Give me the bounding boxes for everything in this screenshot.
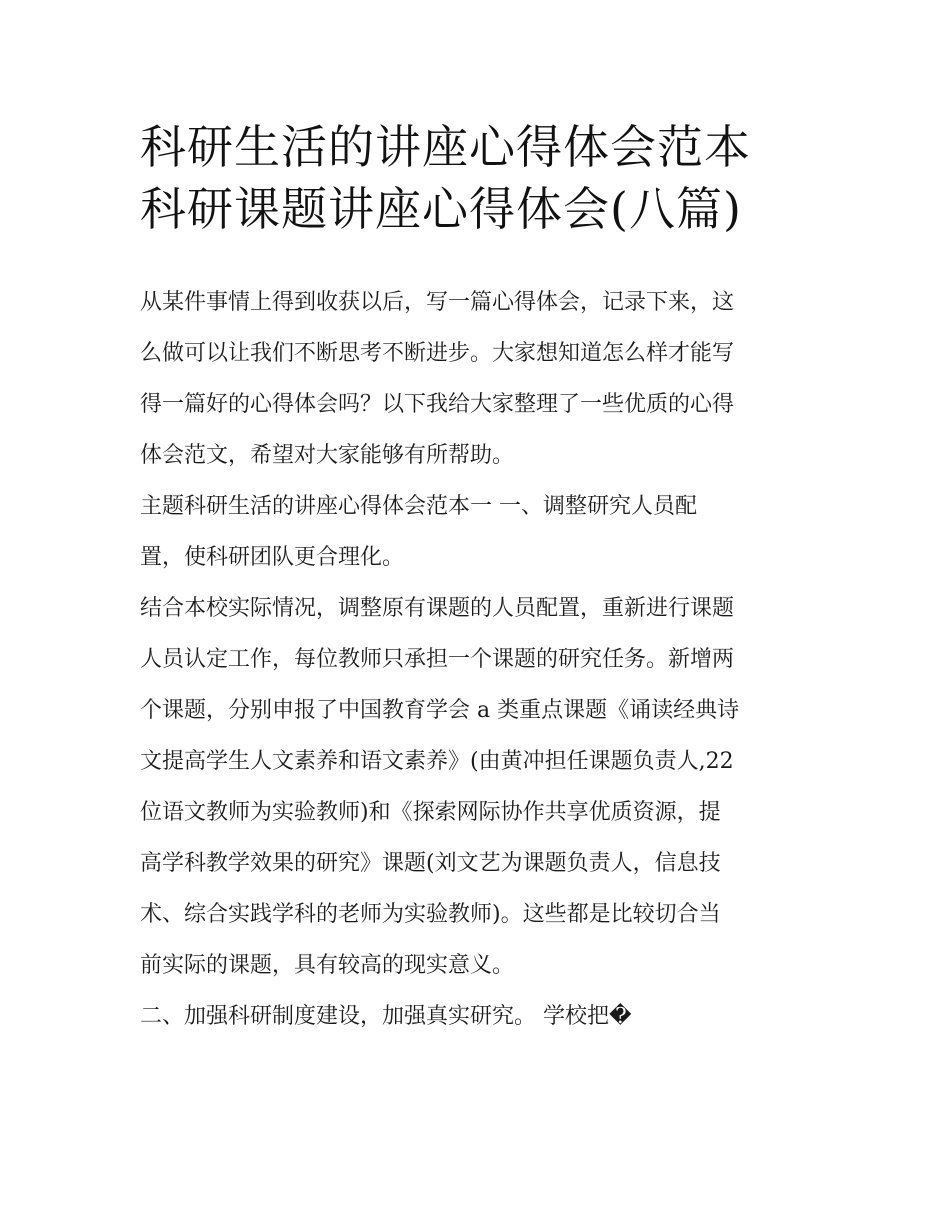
title-line: 科研课题讲座心得体会(八篇)	[140, 182, 742, 236]
text-line: 位语文教师为实验教师)和《探索网际协作共享优质资源，提	[140, 800, 721, 825]
text-line: 人员认定工作，每位教师只承担一个课题的研究任务。新增两	[140, 647, 735, 672]
text-line: 二、加强科研制度建设，加强真实研究。 学校把�	[140, 1004, 632, 1029]
document-body	[140, 277, 812, 1042]
text-line: 高学科教学效果的研究》课题(刘文艺为课题负责人，信息技	[140, 851, 721, 876]
text-line: 从某件事情上得到收获以后，写一篇心得体会，记录下来，这	[140, 290, 735, 315]
intro-paragraph	[140, 277, 812, 481]
text-line: 么做可以让我们不断思考不断进步。大家想知道怎么样才能写	[140, 341, 735, 366]
text-line: 文提高学生人文素养和语文素养》(由黄冲担任课题负责人,22	[140, 749, 734, 774]
title-line: 科研生活的讲座心得体会范本	[140, 120, 751, 174]
text-line: 体会范文，希望对大家能够有所帮助。	[140, 443, 515, 468]
text-line: 术、综合实践学科的老师为实验教师)。这些都是比较切合当	[140, 902, 721, 927]
text-line: 得一篇好的心得体会吗？以下我给大家整理了一些优质的心得	[140, 392, 735, 417]
text-line: 置，使科研团队更合理化。	[140, 545, 405, 570]
document-title	[140, 116, 840, 240]
text-line: 个课题，分别申报了中国教育学会 a 类重点课题《诵读经典诗	[140, 698, 740, 723]
text-line: 结合本校实际情况，调整原有课题的人员配置，重新进行课题	[140, 596, 735, 621]
closing-paragraph	[140, 991, 812, 1042]
text-line: 主题科研生活的讲座心得体会范本一 一、调整研究人员配	[140, 494, 697, 519]
body-paragraph	[140, 583, 812, 991]
text-line: 前实际的课题，具有较高的现实意义。	[140, 953, 515, 978]
section-heading-paragraph	[140, 481, 812, 583]
